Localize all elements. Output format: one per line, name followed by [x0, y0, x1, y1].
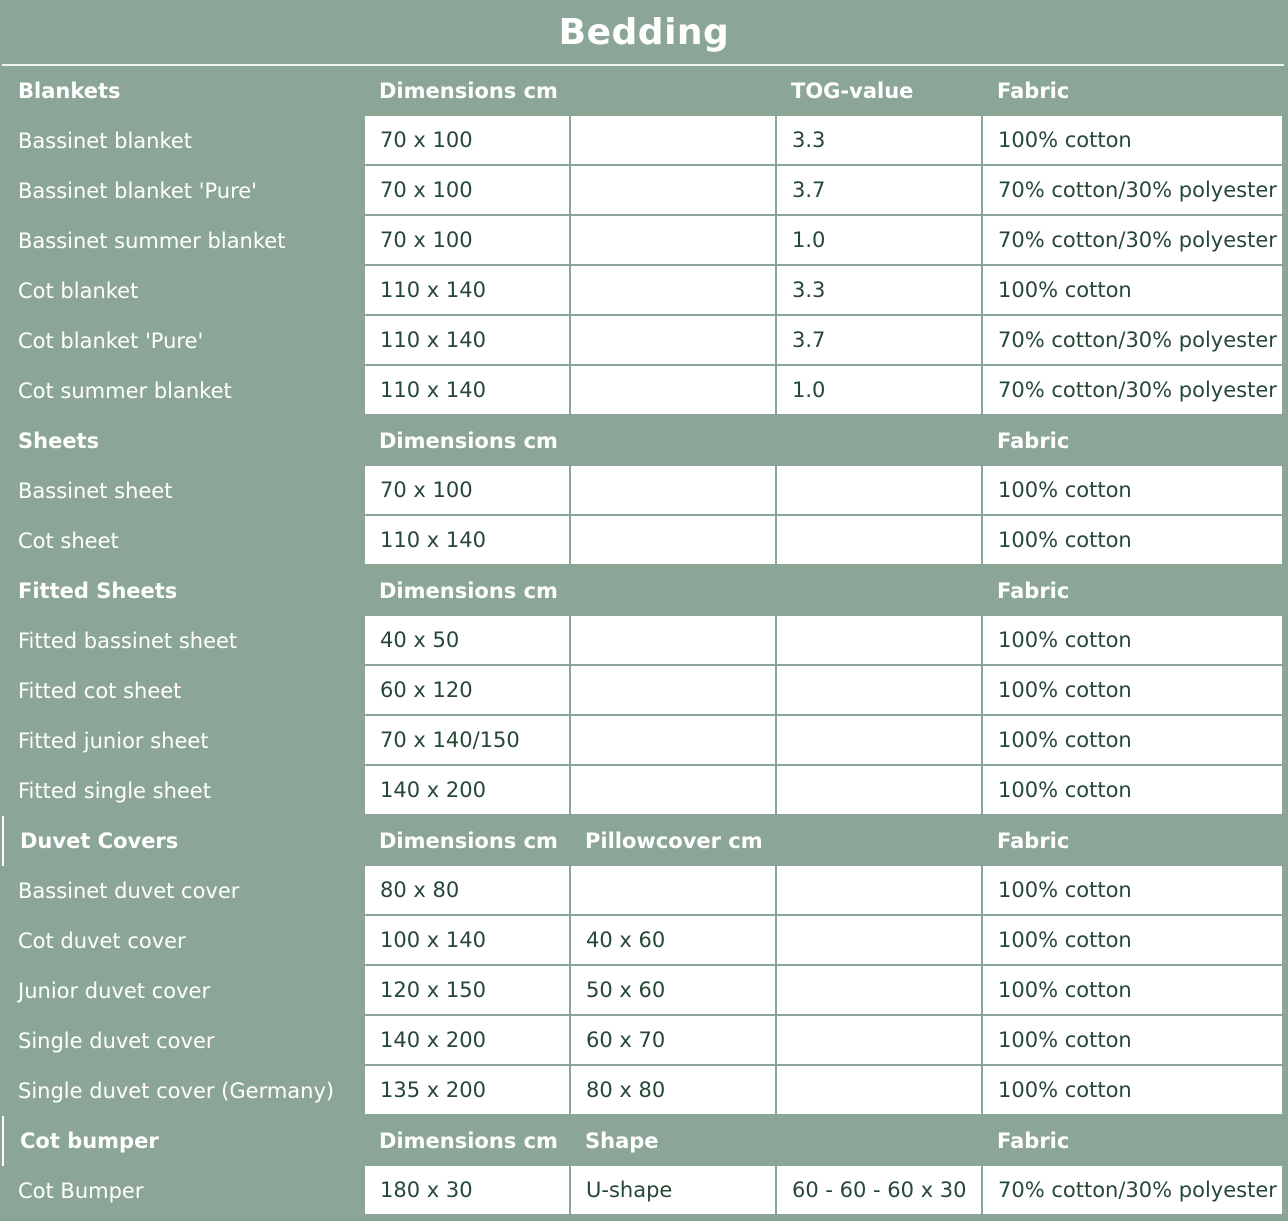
- dimensions-cell: 80 x 80: [363, 866, 569, 916]
- dimensions-cell: 110 x 140: [363, 266, 569, 316]
- dimensions-cell: 70 x 100: [363, 466, 569, 516]
- tog-cell: [775, 866, 981, 916]
- fabric-cell: 100% cotton: [981, 1066, 1284, 1116]
- dimensions-cell: 100 x 140: [363, 916, 569, 966]
- product-name: Bassinet sheet: [18, 479, 173, 503]
- column-header-dimensions: Dimensions cm: [379, 829, 558, 853]
- dimensions-cell: 70 x 140/150: [363, 716, 569, 766]
- extra-cell: [569, 216, 775, 266]
- dimensions-cell: 70 x 100: [363, 166, 569, 216]
- extra-cell: [569, 116, 775, 166]
- dimensions-cell: 135 x 200: [363, 1066, 569, 1116]
- fabric-cell: 70% cotton/30% polyester: [981, 366, 1284, 416]
- fabric-cell: 100% cotton: [981, 516, 1284, 566]
- fabric-cell: 70% cotton/30% polyester: [981, 166, 1284, 216]
- product-name: Junior duvet cover: [18, 979, 211, 1003]
- fabric-cell: 70% cotton/30% polyester: [981, 316, 1284, 366]
- extra-cell: [569, 366, 775, 416]
- column-header-dimensions: Dimensions cm: [379, 79, 558, 103]
- section-title: Fitted Sheets: [18, 579, 178, 603]
- column-header-dimensions: Dimensions cm: [379, 1129, 558, 1153]
- column-header-extra: [569, 566, 775, 616]
- fabric-cell: 100% cotton: [981, 1016, 1284, 1066]
- extra-cell: [569, 766, 775, 816]
- product-name: Cot blanket 'Pure': [18, 329, 204, 353]
- fabric-cell: 100% cotton: [981, 266, 1284, 316]
- column-header-extra: Shape: [585, 1129, 659, 1153]
- fabric-cell: 100% cotton: [981, 116, 1284, 166]
- tog-cell: [775, 1016, 981, 1066]
- tog-cell: [775, 616, 981, 666]
- dimensions-cell: 70 x 100: [363, 116, 569, 166]
- section-title: Cot bumper: [2, 1116, 363, 1166]
- tog-cell: 3.3: [775, 116, 981, 166]
- product-name: Cot Bumper: [18, 1179, 144, 1203]
- extra-cell: [569, 516, 775, 566]
- extra-cell: U-shape: [569, 1166, 775, 1216]
- dimensions-cell: 40 x 50: [363, 616, 569, 666]
- fabric-cell: 100% cotton: [981, 716, 1284, 766]
- tog-cell: [775, 966, 981, 1016]
- product-name: Single duvet cover (Germany): [18, 1079, 335, 1103]
- fabric-cell: 100% cotton: [981, 966, 1284, 1016]
- column-header-tog: [775, 1116, 981, 1166]
- tog-cell: [775, 716, 981, 766]
- column-header-dimensions: Dimensions cm: [379, 579, 558, 603]
- product-name: Bassinet blanket 'Pure': [18, 179, 257, 203]
- product-name: Fitted single sheet: [18, 779, 211, 803]
- extra-cell: [569, 316, 775, 366]
- product-name: Single duvet cover: [18, 1029, 215, 1053]
- section-title: Duvet Covers: [2, 816, 363, 866]
- dimensions-cell: 110 x 140: [363, 366, 569, 416]
- tog-cell: [775, 516, 981, 566]
- column-header-fabric: Fabric: [997, 79, 1070, 103]
- section-title: Sheets: [18, 429, 100, 453]
- column-header-fabric: Fabric: [997, 1129, 1070, 1153]
- tog-cell: [775, 766, 981, 816]
- tog-cell: [775, 916, 981, 966]
- column-header-tog: [775, 816, 981, 866]
- extra-cell: 80 x 80: [569, 1066, 775, 1116]
- page-title: Bedding: [558, 11, 730, 53]
- tog-cell: [775, 1066, 981, 1116]
- column-header-fabric: Fabric: [997, 429, 1070, 453]
- dimensions-cell: 140 x 200: [363, 1016, 569, 1066]
- column-header-extra: Pillowcover cm: [585, 829, 763, 853]
- product-name: Fitted junior sheet: [18, 729, 209, 753]
- product-name: Bassinet duvet cover: [18, 879, 240, 903]
- dimensions-cell: 60 x 120: [363, 666, 569, 716]
- tog-cell: [775, 666, 981, 716]
- column-header-extra: [569, 66, 775, 116]
- extra-cell: [569, 866, 775, 916]
- column-header-dimensions: Dimensions cm: [379, 429, 558, 453]
- dimensions-cell: 110 x 140: [363, 516, 569, 566]
- fabric-cell: 100% cotton: [981, 766, 1284, 816]
- column-header-tog: TOG-value: [791, 79, 914, 103]
- product-name: Bassinet blanket: [18, 129, 193, 153]
- dimensions-cell: 140 x 200: [363, 766, 569, 816]
- tog-cell: 3.3: [775, 266, 981, 316]
- extra-cell: [569, 616, 775, 666]
- fabric-cell: 70% cotton/30% polyester: [981, 1166, 1284, 1216]
- tog-cell: [775, 466, 981, 516]
- column-header-tog: [775, 566, 981, 616]
- fabric-cell: 100% cotton: [981, 866, 1284, 916]
- fabric-cell: 100% cotton: [981, 916, 1284, 966]
- dimensions-cell: 180 x 30: [363, 1166, 569, 1216]
- fabric-cell: 100% cotton: [981, 666, 1284, 716]
- product-name: Bassinet summer blanket: [18, 229, 286, 253]
- extra-cell: 60 x 70: [569, 1016, 775, 1066]
- bedding-table: [2, 66, 1284, 1216]
- tog-cell: 1.0: [775, 216, 981, 266]
- column-header-fabric: Fabric: [997, 579, 1070, 603]
- section-title: Blankets: [18, 79, 121, 103]
- product-name: Fitted cot sheet: [18, 679, 182, 703]
- column-header-tog: [775, 416, 981, 466]
- fabric-cell: 100% cotton: [981, 466, 1284, 516]
- dimensions-cell: 70 x 100: [363, 216, 569, 266]
- extra-cell: [569, 666, 775, 716]
- tog-cell: 1.0: [775, 366, 981, 416]
- extra-cell: [569, 166, 775, 216]
- column-header-extra: [569, 416, 775, 466]
- tog-cell: 3.7: [775, 316, 981, 366]
- extra-cell: [569, 266, 775, 316]
- dimensions-cell: 120 x 150: [363, 966, 569, 1016]
- extra-cell: [569, 466, 775, 516]
- tog-cell: 60 - 60 - 60 x 30: [775, 1166, 981, 1216]
- extra-cell: 50 x 60: [569, 966, 775, 1016]
- product-name: Cot blanket: [18, 279, 139, 303]
- fabric-cell: 70% cotton/30% polyester: [981, 216, 1284, 266]
- extra-cell: 40 x 60: [569, 916, 775, 966]
- dimensions-cell: 110 x 140: [363, 316, 569, 366]
- product-name: Fitted bassinet sheet: [18, 629, 238, 653]
- fabric-cell: 100% cotton: [981, 616, 1284, 666]
- extra-cell: [569, 716, 775, 766]
- product-name: Cot summer blanket: [18, 379, 232, 403]
- column-header-fabric: Fabric: [997, 829, 1070, 853]
- tog-cell: 3.7: [775, 166, 981, 216]
- product-name: Cot duvet cover: [18, 929, 186, 953]
- product-name: Cot sheet: [18, 529, 119, 553]
